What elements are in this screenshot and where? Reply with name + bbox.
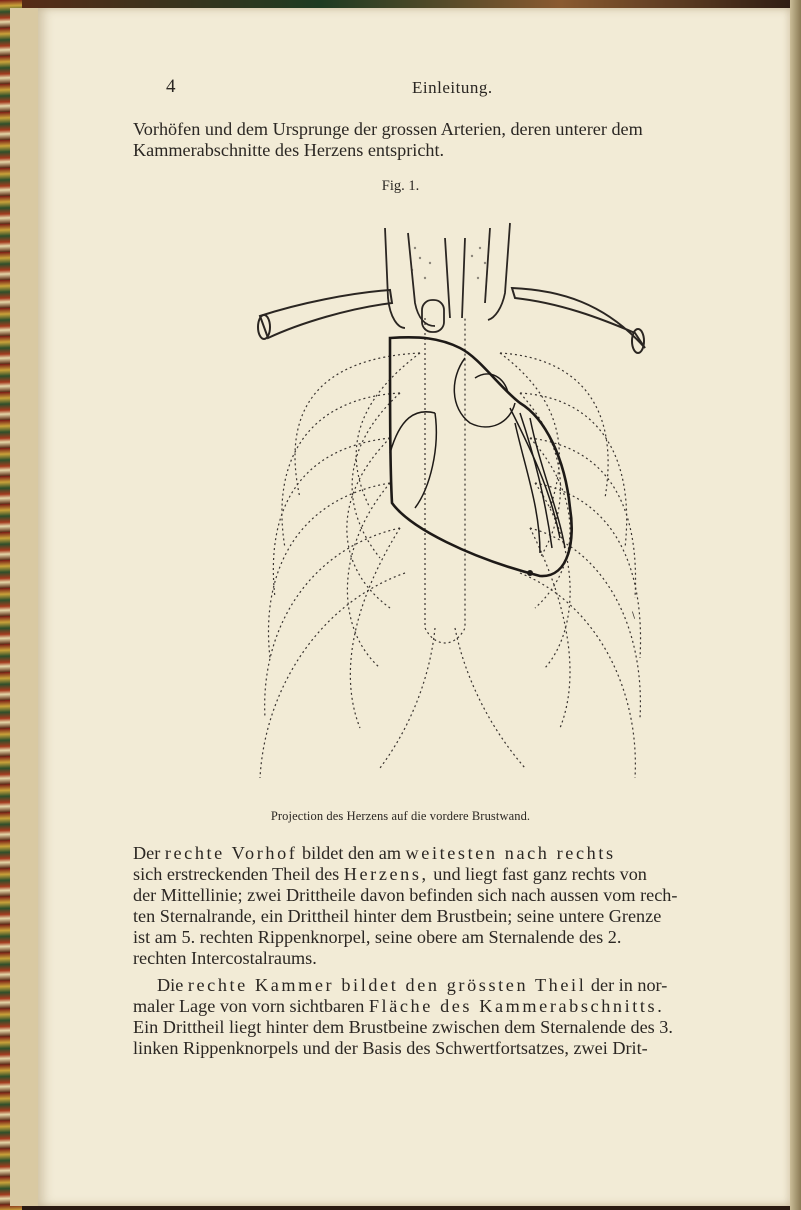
emphasis-term: weitesten nach rechts <box>405 843 616 863</box>
paragraph-right-ventricle <box>133 975 758 1059</box>
intro-paragraph <box>133 119 758 161</box>
text-line: rechten Intercostalraums. <box>133 948 317 968</box>
text-line <box>133 843 758 864</box>
emphasis-term: rechte Kammer bildet den grössten Theil <box>187 975 587 995</box>
emphasis-term: Herzens, <box>343 864 429 884</box>
text-run: Der <box>133 843 161 863</box>
svg-text:\: \ <box>632 611 636 621</box>
text-line: ist am 5. rechten Rippenknorpel, seine obere am Sternalende des 2. <box>133 927 622 947</box>
text-run: und liegt fast ganz rechts von <box>433 864 647 884</box>
text-line: Kammerabschnitte des Herzens entspricht. <box>133 140 445 160</box>
text-run: Die <box>157 975 184 995</box>
text-line: linken Rippenknorpels und der Basis des Schwertfortsatzes, zwei Drit- <box>133 1038 648 1058</box>
text-run: der in nor- <box>590 975 668 995</box>
emphasis-term: rechte Vorhof <box>164 843 298 863</box>
text-line <box>133 996 758 1017</box>
text-line: Vorhöfen und dem Ursprunge der grossen Arterien, deren unterer dem <box>133 119 643 139</box>
page-header <box>166 76 801 100</box>
text-run: bildet den am <box>301 843 401 863</box>
figure-label: Fig. 1. <box>381 178 420 194</box>
text-line <box>133 975 758 996</box>
text-line <box>133 864 758 885</box>
figure-illustration <box>240 208 660 798</box>
text-run: maler Lage von vorn sichtbaren <box>133 996 365 1016</box>
heart-projection-illustration <box>240 208 660 798</box>
text-line: der Mittellinie; zwei Drittheile davon befinden sich nach aussen vom rech- <box>133 885 678 905</box>
page-number: 4 <box>166 76 176 97</box>
running-head: Einleitung. <box>412 78 493 97</box>
emphasis-term: Fläche des Kammerabschnitts. <box>368 996 665 1016</box>
text-run: sich erstreckenden Theil des <box>133 864 340 884</box>
figure-caption: Projection des Herzens auf die vordere Brustwand. <box>270 809 531 823</box>
text-line: ten Sternalrande, ein Drittheil hinter dem Brustbein; seine untere Grenze <box>133 906 662 926</box>
text-line: Ein Drittheil liegt hinter dem Brustbeine zwischen dem Sternalende des 3. <box>133 1017 673 1037</box>
paragraph-right-atrium <box>133 843 758 969</box>
